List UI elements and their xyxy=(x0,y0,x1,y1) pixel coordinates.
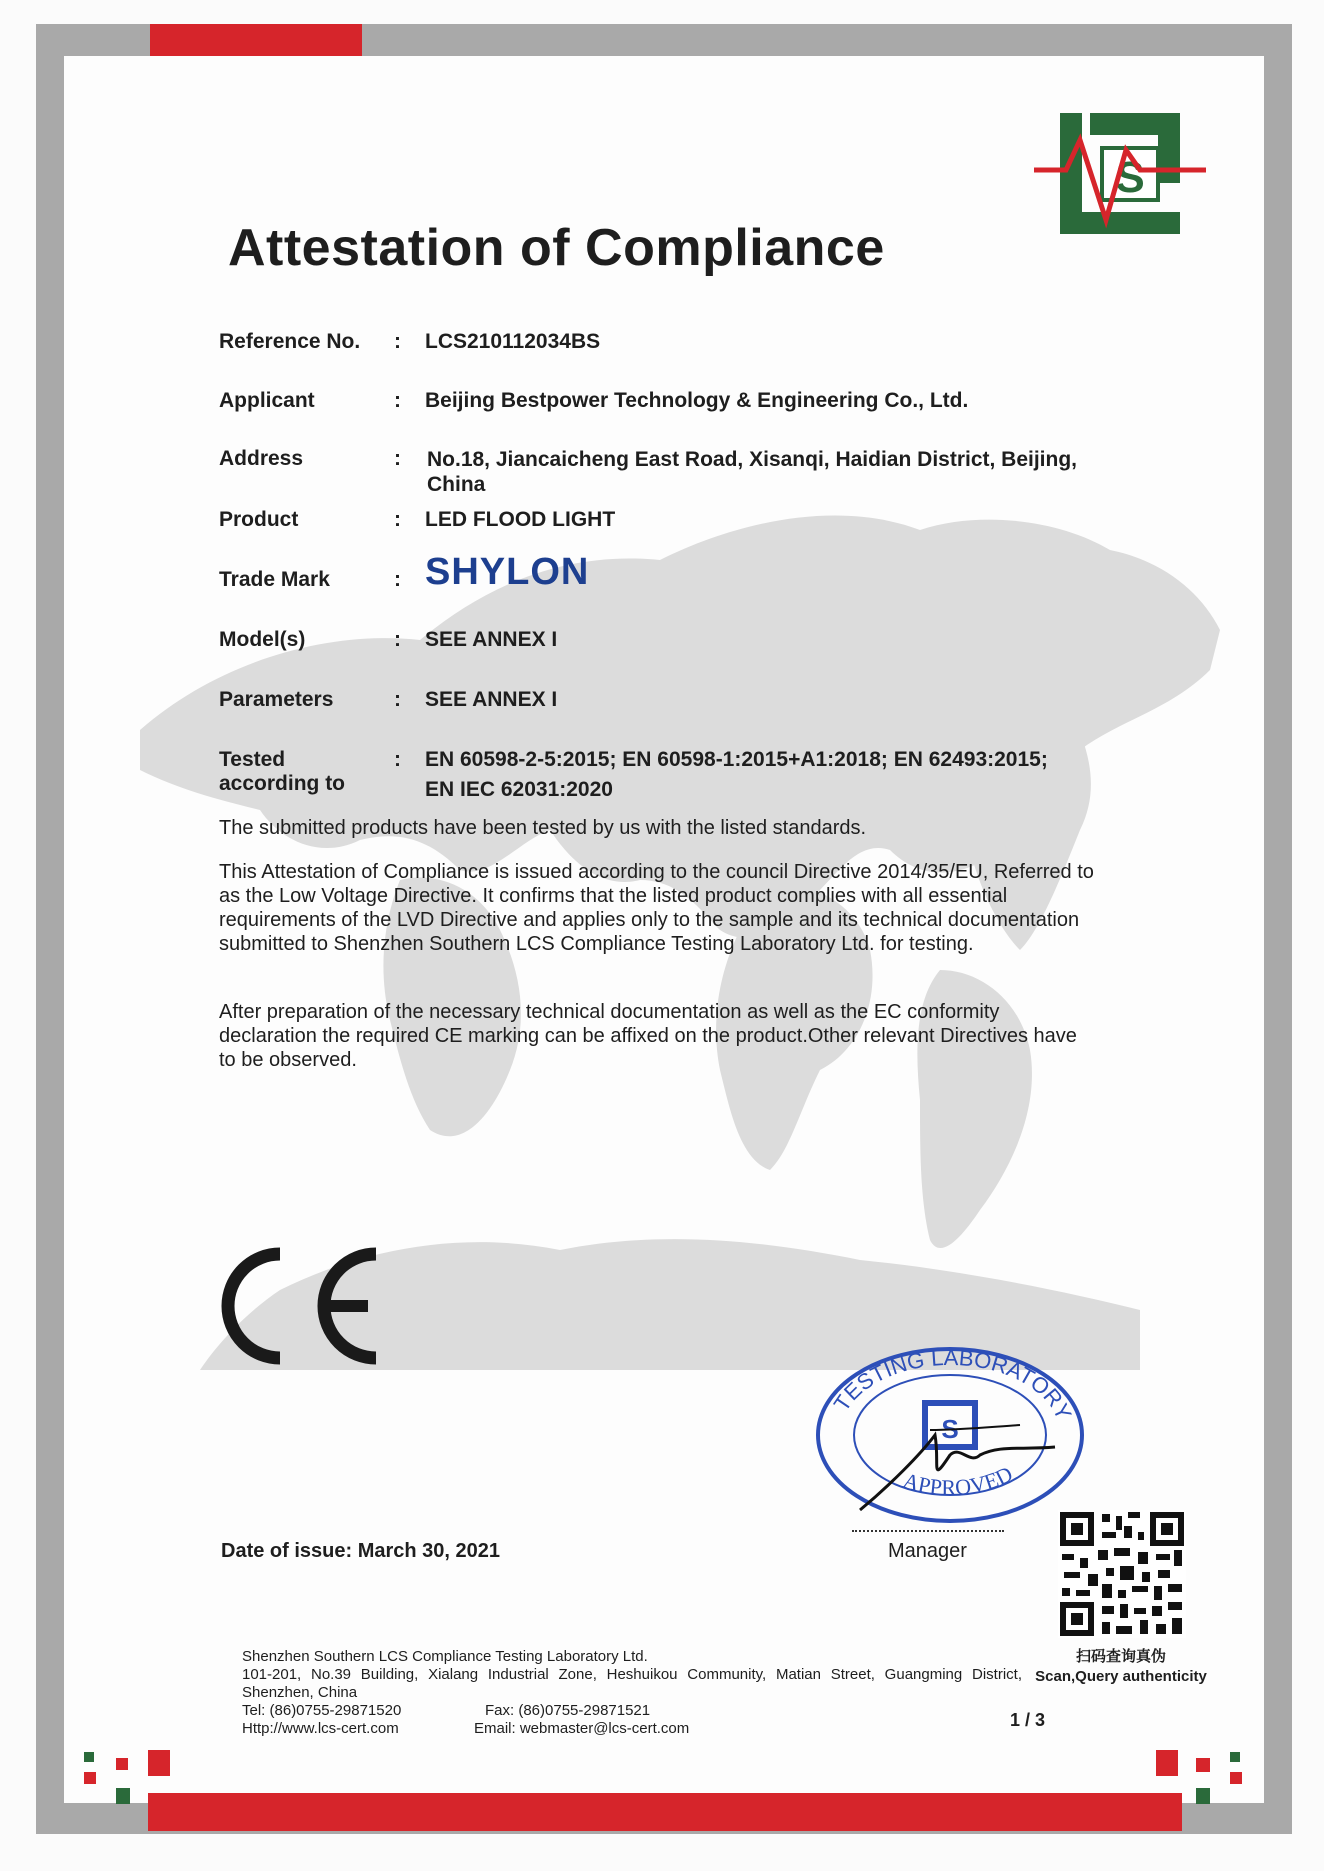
date-of-issue: Date of issue: March 30, 2021 xyxy=(221,1540,501,1562)
field-label: Tested according to xyxy=(219,748,346,795)
svg-text:S: S xyxy=(1115,153,1145,202)
footer-company: Shenzhen Southern LCS Compliance Testing Laboratory Ltd. xyxy=(242,1648,648,1665)
field-colon: : xyxy=(394,688,401,711)
field-colon: : xyxy=(394,389,401,412)
approval-stamp xyxy=(810,1335,1090,1535)
field-value: EN 60598-2-5:2015; EN 60598-1:2015+A1:2018; EN 62493:2015; EN IEC 62031:2020 xyxy=(425,748,1048,801)
field-label: Address xyxy=(219,447,304,470)
field-label: Model(s) xyxy=(219,628,306,651)
signature-role: Manager xyxy=(888,1540,967,1562)
field-label: Trade Mark xyxy=(219,568,330,591)
field-label: Reference No. xyxy=(219,330,361,353)
paragraph-directive: This Attestation of Compliance is issued according to the council Directive 2014/35/EU, Referred to as the Low Voltage Directive. It confirms that the listed product complies with all essential requirements of the LVD Directive and applies only to the sample and its technical documentation submitted to Shenzhen Southern LCS Compliance Testing Laboratory Ltd. for testing. xyxy=(219,861,1094,955)
field-value: SEE ANNEX I xyxy=(425,688,558,711)
field-colon: : xyxy=(394,568,401,591)
footer-tel: Tel: (86)0755-29871520 xyxy=(242,1702,402,1719)
field-colon: : xyxy=(394,748,401,771)
field-value: Beijing Bestpower Technology & Engineering Co., Ltd. xyxy=(425,389,969,412)
footer-email-link[interactable]: Email: webmaster@lcs-cert.com xyxy=(474,1720,690,1737)
field-label: Parameters xyxy=(219,688,334,711)
top-red-bar xyxy=(150,24,362,56)
paragraph-ce-marking: After preparation of the necessary technical documentation as well as the EC conformity declaration the required CE marking can be affixed on the product.Other relevant Directives have to be observed. xyxy=(219,1001,1077,1071)
bottom-red-bar xyxy=(148,1793,1182,1831)
corner-squares-right xyxy=(1150,1748,1250,1808)
footer-address: 101-201, No.39 Building, Xialang Industrial Zone, Heshuikou Community, Matian Street, Guangming District, Shenzhen, China xyxy=(242,1666,1022,1701)
field-colon: : xyxy=(394,330,401,353)
footer-fax: Fax: (86)0755-29871521 xyxy=(485,1702,651,1719)
field-label: Applicant xyxy=(219,389,315,412)
field-value: LCS210112034BS xyxy=(425,330,601,353)
svg-text:TESTING LABORATORY: TESTING LABORATORY xyxy=(828,1344,1077,1424)
lcs-logo xyxy=(1030,110,1210,240)
signature-line xyxy=(852,1530,1004,1532)
qr-caption-cn: 扫码查询真伪 xyxy=(1075,1648,1166,1665)
svg-text:APPROVED: APPROVED xyxy=(900,1460,1017,1500)
field-colon: : xyxy=(394,628,401,651)
qr-caption-en: Scan,Query authenticity xyxy=(1035,1668,1207,1685)
svg-text:S: S xyxy=(941,1414,959,1444)
field-label: Product xyxy=(219,508,299,531)
field-colon: : xyxy=(394,447,401,470)
page-title: Attestation of Compliance xyxy=(228,219,885,277)
paragraph-standards: The submitted products have been tested by us with the listed standards. xyxy=(219,817,867,839)
field-colon: : xyxy=(394,508,401,531)
trade-mark-logo: SHYLON xyxy=(425,551,590,593)
field-value: SEE ANNEX I xyxy=(425,628,558,651)
corner-squares-left xyxy=(80,1748,180,1808)
ce-mark-icon xyxy=(218,1246,388,1366)
page-number: 1 / 3 xyxy=(1010,1710,1046,1730)
qr-code[interactable] xyxy=(1058,1510,1186,1638)
footer-web-link[interactable]: Http://www.lcs-cert.com xyxy=(242,1720,399,1737)
field-value: LED FLOOD LIGHT xyxy=(425,508,616,531)
field-value: No.18, Jiancaicheng East Road, Xisanqi, Haidian District, Beijing, China xyxy=(427,448,1078,496)
